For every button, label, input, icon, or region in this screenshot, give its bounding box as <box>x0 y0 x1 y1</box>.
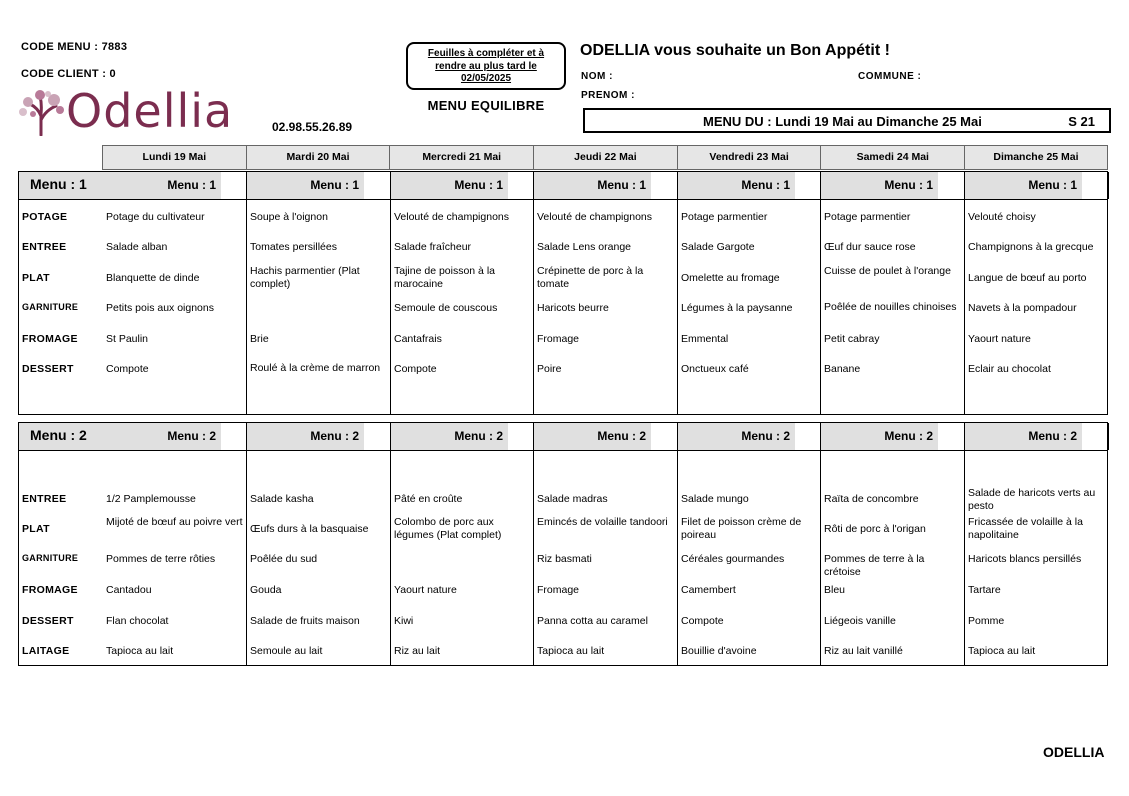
day-header-row <box>102 145 1108 170</box>
dish-cell: Céréales gourmandes <box>681 553 785 565</box>
menu-choice-badge: Menu : 2 <box>391 423 508 450</box>
dish-cell: Pommes de terre rôties <box>106 553 216 565</box>
dish-cell: Œufs durs à la basquaise <box>250 523 369 535</box>
day-header: Mercredi 21 Mai <box>389 146 533 169</box>
menu-choice-badge: Menu : 2 <box>678 423 795 450</box>
dish-cell: Poêlée de nouilles chinoises <box>824 301 957 313</box>
notice-date: 02/05/2025 <box>460 73 512 84</box>
course-label: DESSERT <box>22 363 74 375</box>
dish-cell: Rôti de porc à l'origan <box>824 523 926 535</box>
dish-cell: Légumes à la paysanne <box>681 302 793 314</box>
dish-cell: Salade Lens orange <box>537 241 631 253</box>
dish-cell: Salade mungo <box>681 493 749 505</box>
column-divider <box>533 172 534 414</box>
dish-cell: Emmental <box>681 333 729 345</box>
dish-cell: Petit cabray <box>824 333 880 345</box>
logo <box>18 84 258 138</box>
dish-cell: Tapioca au lait <box>537 645 605 657</box>
prenom-label: PRENOM : <box>581 90 635 101</box>
menu-block-header <box>19 423 1107 451</box>
dish-cell: Tapioca au lait <box>968 645 1036 657</box>
menu-block-label: Menu : 2 <box>19 423 103 450</box>
menu-choice-checkbox[interactable] <box>1082 423 1109 450</box>
dish-cell: Hachis parmentier (Plat complet) <box>250 265 360 290</box>
menu-choice-badge: Menu : 2 <box>821 423 938 450</box>
dish-cell: Petits pois aux oignons <box>106 302 214 314</box>
dish-cell: Tajine de poisson à la marocaine <box>394 265 495 290</box>
day-header: Lundi 19 Mai <box>102 146 246 169</box>
dish-cell: Compote <box>681 615 724 627</box>
menu-block-label: Menu : 1 <box>19 172 103 199</box>
menu-choice-checkbox[interactable] <box>795 423 822 450</box>
course-label: POTAGE <box>22 211 68 223</box>
dish-cell: Emincés de volaille tandoori <box>537 516 668 528</box>
menu-choice-badge: Menu : 1 <box>391 172 508 199</box>
dish-cell: 1/2 Pamplemousse <box>106 493 196 505</box>
dish-cell: Liégeois vanille <box>824 615 896 627</box>
menu-period-box <box>583 108 1111 133</box>
dish-cell: Navets à la pompadour <box>968 302 1077 314</box>
dish-cell: Flan chocolat <box>106 615 169 627</box>
dish-cell: Semoule de couscous <box>394 302 498 314</box>
menu-choice-checkbox[interactable] <box>651 423 678 450</box>
menu-choice-checkbox[interactable] <box>364 423 391 450</box>
column-divider <box>533 423 534 665</box>
dish-cell: Pomme <box>968 615 1005 627</box>
dish-cell: Fromage <box>537 584 580 596</box>
course-label: ENTREE <box>22 241 67 253</box>
menu-choice-checkbox[interactable] <box>364 172 391 199</box>
day-header: Samedi 24 Mai <box>820 146 964 169</box>
menu-choice-checkbox[interactable] <box>938 423 965 450</box>
dish-cell: Riz au lait <box>394 645 441 657</box>
day-header: Vendredi 23 Mai <box>677 146 821 169</box>
menu-2-block <box>18 422 1108 666</box>
column-divider <box>677 172 678 414</box>
dish-cell: Yaourt nature <box>968 333 1031 345</box>
menu-1-block <box>18 171 1108 415</box>
menu-choice-badge: Menu : 1 <box>247 172 364 199</box>
dish-cell: Bouillie d'avoine <box>681 645 757 657</box>
dish-cell: Camembert <box>681 584 736 596</box>
dish-cell: Yaourt nature <box>394 584 457 596</box>
dish-cell: Salade kasha <box>250 493 314 505</box>
course-label: PLAT <box>22 523 50 535</box>
column-divider <box>390 172 391 414</box>
dish-cell: Velouté de champignons <box>537 211 653 223</box>
menu-choice-checkbox[interactable] <box>651 172 678 199</box>
dish-cell: Fricassée de volaille à la napolitaine <box>968 516 1083 541</box>
code-menu: CODE MENU : 7883 <box>21 41 128 53</box>
column-divider <box>246 172 247 414</box>
notice-line: rendre au plus tard le <box>435 60 537 72</box>
menu-type-title: MENU EQUILIBRE <box>427 98 545 113</box>
column-divider <box>677 423 678 665</box>
dish-cell: Salade alban <box>106 241 168 253</box>
menu-choice-badge: Menu : 2 <box>965 423 1082 450</box>
dish-cell: St Paulin <box>106 333 149 345</box>
column-divider <box>820 172 821 414</box>
dish-cell: Salade madras <box>537 493 608 505</box>
column-divider <box>820 423 821 665</box>
dish-cell: Banane <box>824 363 861 375</box>
dish-cell: Œuf dur sauce rose <box>824 241 916 253</box>
dish-cell: Eclair au chocolat <box>968 363 1051 375</box>
menu-choice-badge: Menu : 1 <box>965 172 1082 199</box>
dish-cell: Velouté de champignons <box>394 211 510 223</box>
code-client: CODE CLIENT : 0 <box>21 68 116 80</box>
dish-cell: Riz basmati <box>537 553 592 565</box>
dish-cell: Langue de bœuf au porto <box>968 272 1087 284</box>
dish-cell: Blanquette de dinde <box>106 272 200 284</box>
dish-cell: Potage parmentier <box>824 211 911 223</box>
dish-cell: Haricots blancs persillés <box>968 553 1082 565</box>
dish-cell: Omelette au fromage <box>681 272 780 284</box>
nom-label: NOM : <box>581 71 613 82</box>
dish-cell: Tapioca au lait <box>106 645 174 657</box>
dish-cell: Onctueux café <box>681 363 749 375</box>
menu-choice-checkbox[interactable] <box>795 172 822 199</box>
dish-cell: Tomates persillées <box>250 241 337 253</box>
course-label: DESSERT <box>22 615 74 627</box>
column-divider <box>246 423 247 665</box>
dish-cell: Pommes de terre à la crétoise <box>824 553 925 578</box>
dish-cell: Colombo de porc aux légumes (Plat complet) <box>394 516 502 541</box>
dish-cell: Poire <box>537 363 562 375</box>
menu-choice-badge: Menu : 2 <box>534 423 651 450</box>
day-header: Mardi 20 Mai <box>246 146 390 169</box>
dish-cell: Pâté en croûte <box>394 493 463 505</box>
footer-brand: ODELLIA <box>1043 744 1105 760</box>
notice-line: Feuilles à compléter et à <box>427 48 545 59</box>
course-label: FROMAGE <box>22 584 78 596</box>
dish-cell: Compote <box>106 363 149 375</box>
dish-cell: Brie <box>250 333 269 345</box>
dish-cell: Salade Gargote <box>681 241 755 253</box>
dish-cell: Bleu <box>824 584 846 596</box>
menu-choice-checkbox[interactable] <box>221 423 247 450</box>
commune-label: COMMUNE : <box>858 71 922 82</box>
column-divider <box>390 423 391 665</box>
menu-choice-checkbox[interactable] <box>508 423 535 450</box>
dish-cell: Crépinette de porc à la tomate <box>537 265 644 290</box>
dish-cell: Gouda <box>250 584 282 596</box>
dish-cell: Filet de poisson crème de poireau <box>681 516 802 541</box>
course-label: GARNITURE <box>22 553 79 563</box>
column-divider <box>964 423 965 665</box>
dish-cell: Semoule au lait <box>250 645 323 657</box>
dish-cell: Mijoté de bœuf au poivre vert <box>106 516 243 528</box>
course-label: ENTREE <box>22 493 67 505</box>
menu-choice-badge: Menu : 1 <box>678 172 795 199</box>
dish-cell: Roulé à la crème de marron <box>250 362 381 374</box>
dish-cell: Champignons à la grecque <box>968 241 1094 253</box>
dish-cell: Raïta de concombre <box>824 493 919 505</box>
dish-cell: Fromage <box>537 333 580 345</box>
menu-choice-badge: Menu : 1 <box>534 172 651 199</box>
course-label: LAITAGE <box>22 645 70 657</box>
course-label: FROMAGE <box>22 333 78 345</box>
menu-choice-checkbox[interactable] <box>508 172 535 199</box>
dish-cell: Riz au lait vanillé <box>824 645 903 657</box>
menu-block-header <box>19 172 1107 200</box>
tree-icon <box>18 90 68 136</box>
dish-cell: Salade de haricots verts au pesto <box>968 487 1096 512</box>
dish-cell: Soupe à l'oignon <box>250 211 328 223</box>
course-label: GARNITURE <box>22 302 79 312</box>
dish-cell: Poêlée du sud <box>250 553 318 565</box>
menu-choice-checkbox[interactable] <box>221 172 247 199</box>
deadline-notice <box>406 42 566 90</box>
dish-cell: Velouté choisy <box>968 211 1036 223</box>
dish-cell: Panna cotta au caramel <box>537 615 648 627</box>
day-header: Jeudi 22 Mai <box>533 146 677 169</box>
menu-choice-badge: Menu : 2 <box>247 423 364 450</box>
dish-cell: Potage du cultivateur <box>106 211 205 223</box>
dish-cell: Salade de fruits maison <box>250 615 360 627</box>
week-number: S 21 <box>1068 114 1095 129</box>
course-label: PLAT <box>22 272 50 284</box>
menu-choice-badge: Menu : 1 <box>821 172 938 199</box>
dish-cell: Tartare <box>968 584 1001 596</box>
menu-period: MENU DU : Lundi 19 Mai au Dimanche 25 Mai <box>703 114 982 129</box>
column-divider <box>964 172 965 414</box>
menu-choice-checkbox[interactable] <box>1082 172 1109 199</box>
dish-cell: Salade fraîcheur <box>394 241 472 253</box>
day-header: Dimanche 25 Mai <box>964 146 1108 169</box>
dish-cell: Cuisse de poulet à l'orange <box>824 265 951 277</box>
logo-wordmark: Odellia <box>66 84 234 138</box>
dish-cell: Cantafrais <box>394 333 442 345</box>
phone-number: 02.98.55.26.89 <box>272 120 353 134</box>
dish-cell: Compote <box>394 363 437 375</box>
menu-choice-badge: Menu : 1 <box>103 172 221 199</box>
menu-choice-checkbox[interactable] <box>938 172 965 199</box>
dish-cell: Potage parmentier <box>681 211 768 223</box>
dish-cell: Kiwi <box>394 615 414 627</box>
dish-cell: Cantadou <box>106 584 152 596</box>
menu-choice-badge: Menu : 2 <box>103 423 221 450</box>
dish-cell: Haricots beurre <box>537 302 609 314</box>
greeting-title: ODELLIA vous souhaite un Bon Appétit ! <box>580 42 890 59</box>
